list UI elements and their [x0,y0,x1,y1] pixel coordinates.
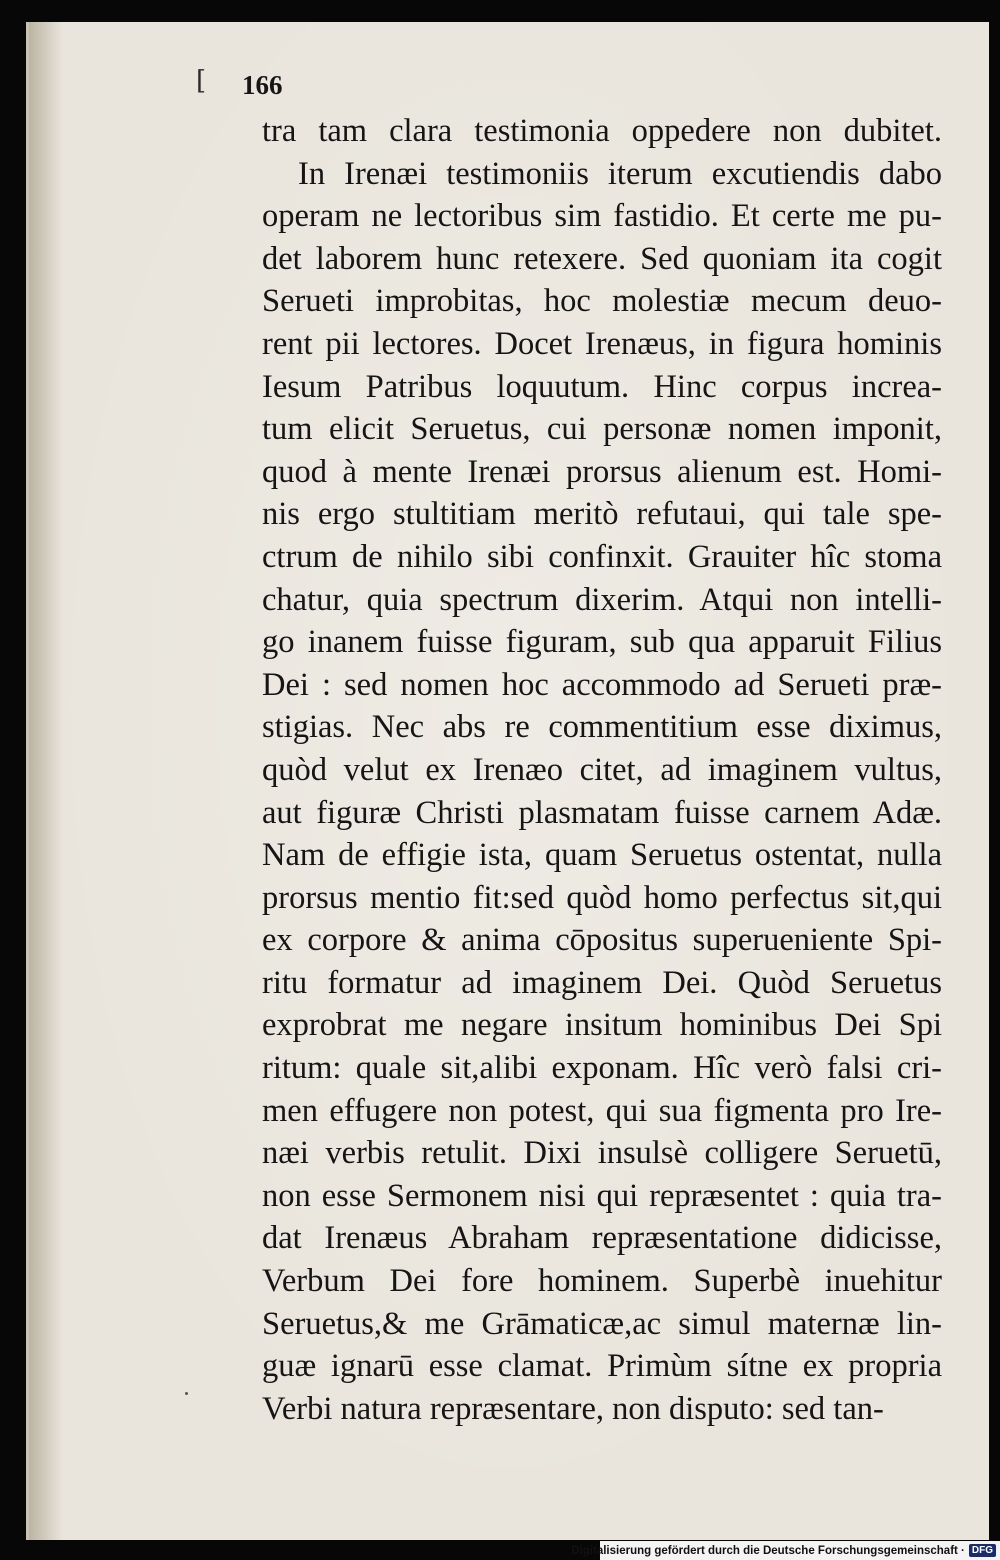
credit-text: Digitalisierung gefördert durch die Deutsche Forschungsgemeinschaft · [571,1544,965,1557]
text-line: ritum: quale sit,alibi exponam. Hîc verò falsi cri- [262,1050,942,1087]
text-line: Serueti improbitas, hoc molestiæ mecum deuo- [262,283,942,320]
text-line: guæ ignarū esse clamat. Primùm sítne ex propria [262,1348,942,1385]
text-line: men effugere non potest, qui sua figmenta pro Ire- [262,1092,942,1129]
text-line: In Irenæi testimoniis iterum excutiendis dabo [298,155,942,192]
paper-speck [185,1392,188,1395]
gutter-shadow [29,22,63,1540]
text-line: operam ne lectoribus sim fastidio. Et certe me pu- [262,198,942,235]
body-text [262,110,942,1430]
text-line: tra tam clara testimonia oppedere non dubitet. [262,113,942,149]
text-line: ritu formatur ad imaginem Dei. Quòd Seruetus [262,964,942,1001]
text-line: quod à mente Irenæi prorsus alienum est. Homi- [262,453,942,490]
text-line: ex corpore & anima cōpositus superueniente Spi- [262,922,942,959]
text-line: dat Irenæus Abraham repræsentatione didicisse, [262,1220,942,1257]
text-line: tum elicit Seruetus, cui personæ nomen imponit, [262,411,942,448]
text-line: non esse Sermonem nisi qui repræsentet : quia tra- [262,1177,942,1214]
text-line: go inanem fuisse figuram, sub qua apparuit Filius [262,624,942,661]
text-line: aut figuræ Christi plasmatam fuisse carnem Adæ. [262,794,942,831]
text-line: rent pii lectores. Docet Irenæus, in figura hominis [262,325,942,362]
text-line: Nam de effigie ista, quam Seruetus ostentat, nulla [262,837,942,874]
text-line: stigias. Nec abs re commentitium esse diximus, [262,709,942,746]
text-line: nis ergo stultitiam meritò refutaui, qui tale spe- [262,496,942,533]
text-line: prorsus mentio fit:sed quòd homo perfectus sit,qui [262,879,942,916]
text-line: Seruetus,& me Grāmaticæ,ac simul maternæ lin- [262,1305,942,1342]
page-number: 166 [242,70,283,100]
text-line: chatur, quia spectrum dixerim. Atqui non intelli- [262,581,942,618]
text-line: Verbi natura repræsentare, non disputo: sed tan- [262,1390,884,1427]
text-line: Dei : sed nomen hoc accommodo ad Serueti præ- [262,666,942,703]
dfg-logo: DFG [969,1544,996,1557]
text-line: quòd velut ex Irenæo citet, ad imaginem vultus, [262,751,942,788]
text-line: exprobrat me negare insitum hominibus Dei Spi [262,1007,942,1044]
text-line: det laborem hunc retexere. Sed quoniam ita cogit [262,240,942,277]
text-line: næi verbis retulit. Dixi insulsè colligere Seruetū, [262,1135,942,1172]
digitization-credit [571,1541,1000,1560]
text-line: Iesum Patribus loquutum. Hinc corpus increa- [262,368,942,405]
corner-mark: [ [196,66,207,96]
text-line: Verbum Dei fore hominem. Superbè inuehitur [262,1263,942,1300]
text-line: ctrum de nihilo sibi confinxit. Grauiter hîc stoma [262,538,942,575]
